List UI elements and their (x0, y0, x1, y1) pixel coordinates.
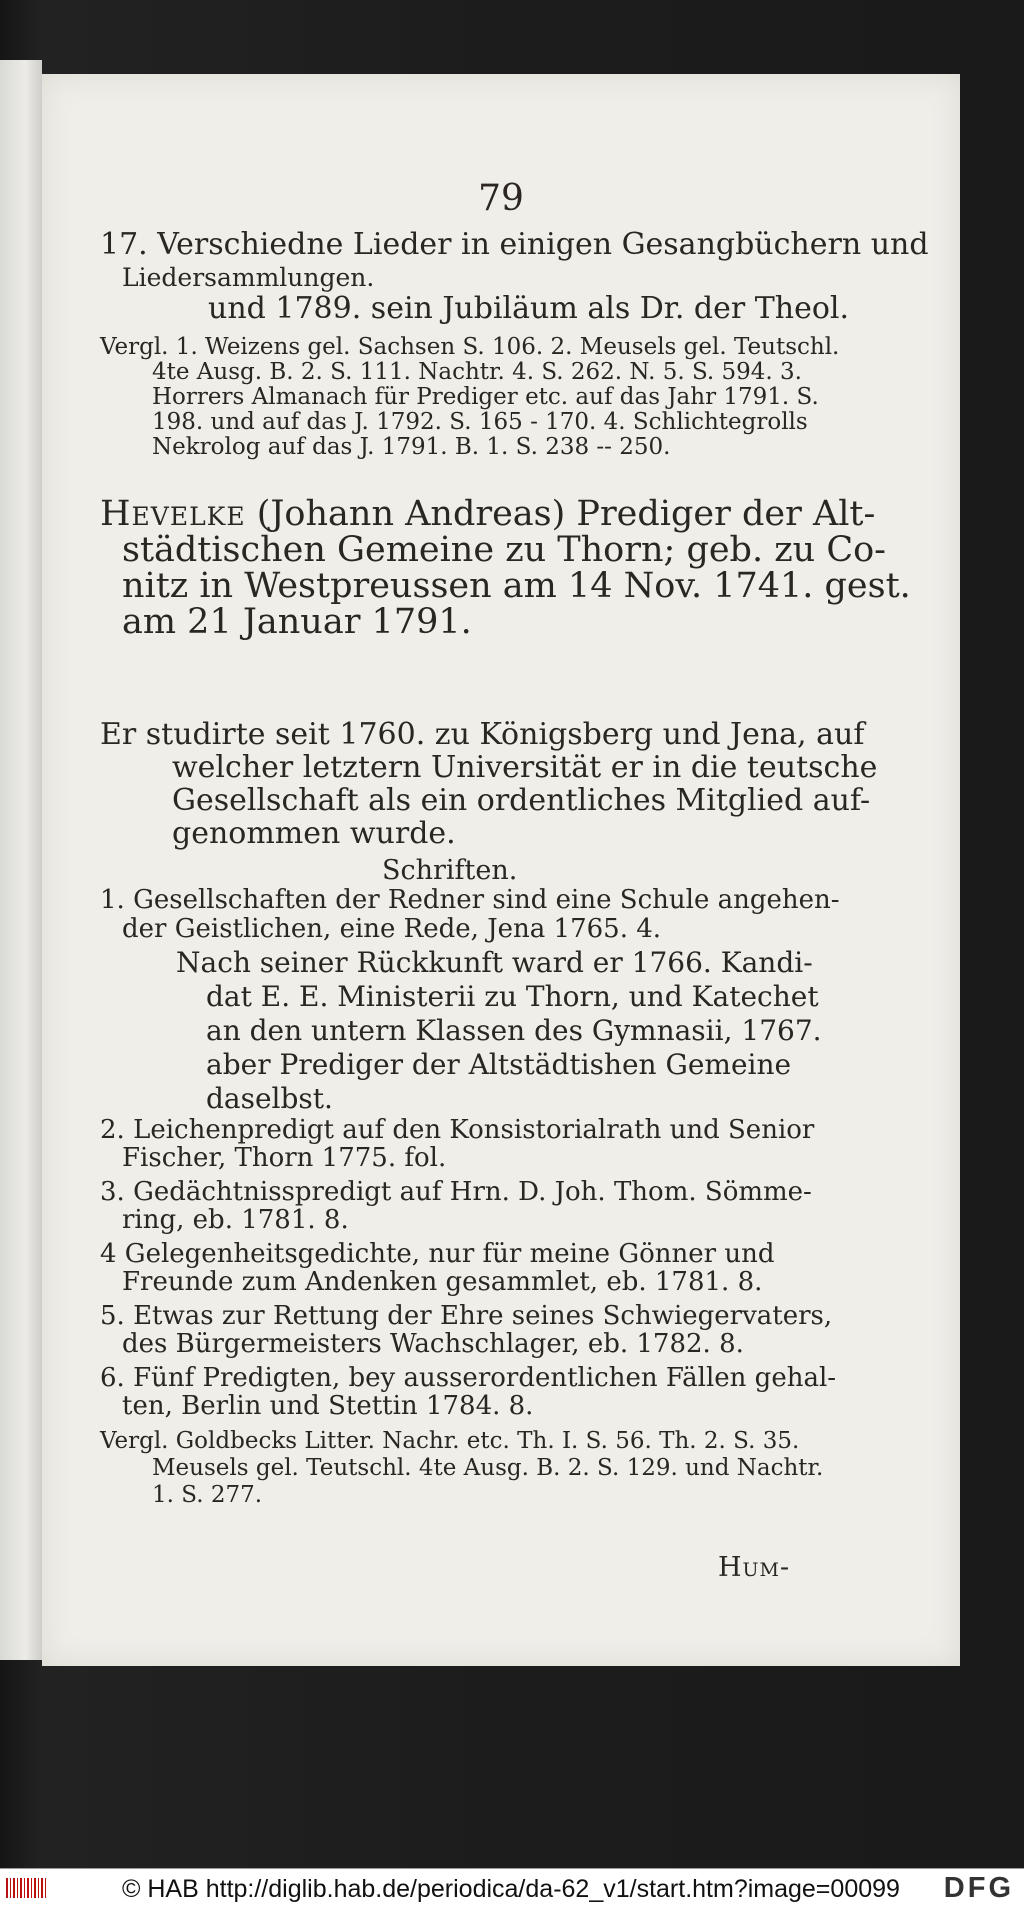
biography (100, 718, 877, 850)
work-line: ten, Berlin und Stettin 1784. 8. (122, 1391, 534, 1421)
work-line: 3. Gedächtnisspredigt auf Hrn. D. Joh. Thom. Sömme- (100, 1177, 812, 1207)
career-insert (176, 946, 822, 1116)
dfg-logo: DFG (943, 1872, 1014, 1904)
bio-line: welcher letztern Universität er in die teutsche (172, 750, 878, 785)
reference-line: Vergl. Goldbecks Litter. Nachr. etc. Th. I. S. 56. Th. 2. S. 35. (100, 1428, 800, 1454)
heading-line: nitz in Westpreussen am 14 Nov. 1741. gest. (122, 566, 911, 606)
bio-line: genommen wurde. (172, 816, 456, 851)
work-item (100, 1364, 836, 1420)
work-line: der Geistlichen, eine Rede, Jena 1765. 4. (122, 914, 662, 944)
document-page (42, 74, 960, 1666)
work-line: 5. Etwas zur Rettung der Ehre seines Schwiegervaters, (100, 1301, 833, 1331)
adjacent-page-edge (0, 60, 42, 1660)
work-item-1 (100, 886, 840, 944)
heading-line: städtischen Gemeine zu Thorn; geb. zu Co- (122, 530, 887, 570)
references-1 (100, 335, 839, 460)
heading-line: (Johann Andreas) Prediger der Alt- (256, 494, 876, 534)
reference-line: 4te Ausg. B. 2. S. 111. Nachtr. 4. S. 262. N. 5. S. 594. 3. (152, 359, 802, 385)
work-line: 2. Leichenpredigt auf den Konsistorialrath und Senior (100, 1115, 815, 1145)
work-item (100, 1116, 836, 1172)
work-line: des Bürgermeisters Wachschlager, eb. 1782. 8. (122, 1329, 744, 1359)
bio-line: Er studirte seit 1760. zu Königsberg und Jena, auf (100, 717, 865, 752)
heading-line: am 21 Januar 1791. (122, 602, 472, 642)
insert-line: dat E. E. Ministerii zu Thorn, und Katechet (206, 980, 819, 1013)
entry-17-jubilee (208, 292, 849, 325)
catchword: Hum- (718, 1552, 791, 1583)
reference-line: Horrers Almanach für Prediger etc. auf das Jahr 1791. S. (152, 384, 819, 410)
insert-line: daselbst. (206, 1082, 333, 1115)
insert-line: Nach seiner Rückkunft ward er 1766. Kandi- (176, 946, 813, 979)
reference-line: Vergl. 1. Weizens gel. Sachsen S. 106. 2. Meusels gel. Teutschl. (100, 334, 840, 360)
schriften-heading: Schriften. (382, 855, 518, 886)
work-item (100, 1302, 836, 1358)
work-item (100, 1178, 836, 1234)
reference-line: 198. und auf das J. 1792. S. 165 - 170. 4. Schlichtegrolls (152, 409, 808, 435)
entry-17-line: Liedersammlungen. (122, 263, 375, 292)
entry-17-line: und 1789. sein Jubiläum als Dr. der Theol. (208, 291, 850, 326)
entry-heading (100, 496, 911, 640)
insert-line: an den untern Klassen des Gymnasii, 1767. (206, 1014, 822, 1047)
reference-line: Nekrolog auf das J. 1791. B. 1. S. 238 -- 250. (152, 434, 671, 460)
work-line: 1. Gesellschaften der Redner sind eine Schule angehen- (100, 885, 840, 915)
entry-17 (100, 228, 929, 294)
works-list (100, 1116, 836, 1420)
references-2 (100, 1428, 823, 1509)
reference-line: 1. S. 277. (152, 1482, 263, 1508)
work-line: 6. Fünf Predigten, bey ausserordentlichen Fällen gehal- (100, 1363, 837, 1393)
work-line: 4 Gelegenheitsgedichte, nur für meine Gönner und (100, 1239, 775, 1269)
work-line: ring, eb. 1781. 8. (122, 1205, 349, 1235)
insert-line: aber Prediger der Altstädtishen Gemeine (206, 1048, 792, 1081)
bio-line: Gesellschaft als ein ordentliches Mitglied auf- (172, 783, 871, 818)
copyright-link[interactable]: © HAB http://diglib.hab.de/periodica/da-62_v1/start.htm?image=00099 (122, 1875, 900, 1903)
page-number: 79 (478, 178, 524, 219)
barcode-icon (6, 1878, 46, 1898)
viewer-footer (0, 1868, 1024, 1908)
work-line: Freunde zum Andenken gesammlet, eb. 1781. 8. (122, 1267, 763, 1297)
work-line: Fischer, Thorn 1775. fol. (122, 1143, 447, 1173)
entry-name: Hevelke (100, 494, 246, 534)
reference-line: Meusels gel. Teutschl. 4te Ausg. B. 2. S. 129. und Nachtr. (152, 1455, 824, 1481)
entry-17-line: 17. Verschiedne Lieder in einigen Gesangbüchern und (100, 227, 929, 262)
work-item (100, 1240, 836, 1296)
